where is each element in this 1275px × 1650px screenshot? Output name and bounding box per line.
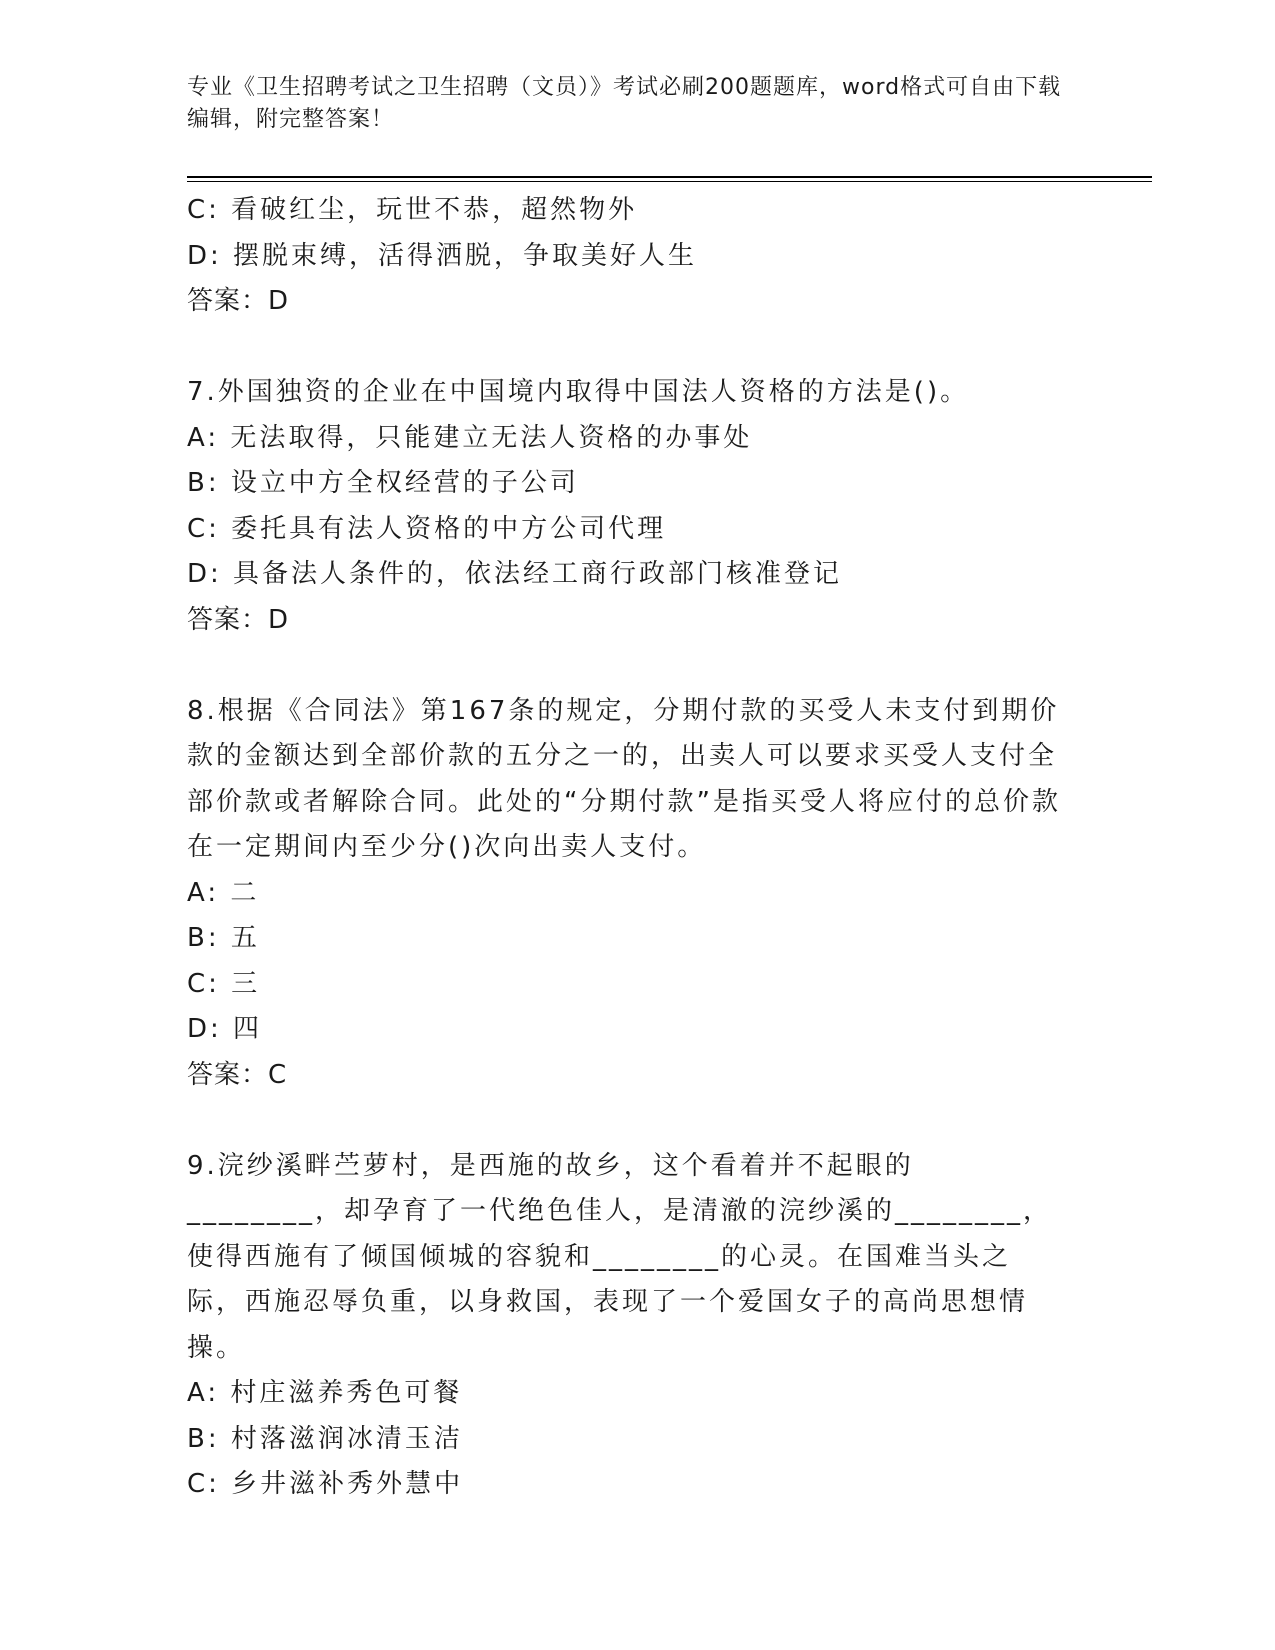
option-b: B: 设立中方全权经营的子公司 bbox=[187, 468, 579, 498]
option-c: C: 看破红尘，玩世不恭，超然物外 bbox=[187, 195, 638, 225]
option-c: C: 委托具有法人资格的中方公司代理 bbox=[187, 513, 667, 544]
question-stem-8: 8.根据《合同法》第167条的规定，分期付款的买受人未支付到期价款的金额达到全部价款的五分之一的，出卖人可以要求买受人支付全部价款或者解除合同。此处的“分期付款”是指买受人将应付的总价款在一定期间内至少分()次向出卖人支付。 bbox=[187, 695, 1061, 862]
option-d: D: 摆脱束缚，活得洒脱，争取美好人生 bbox=[187, 240, 698, 271]
header-divider-thick bbox=[187, 176, 1152, 178]
option-a: A: 二 bbox=[187, 877, 260, 908]
option-a: A: 无法取得，只能建立无法人资格的办事处 bbox=[187, 422, 753, 453]
question-list bbox=[187, 188, 1067, 1508]
option-c: C: 三 bbox=[187, 968, 261, 999]
option-c: C: 乡井滋补秀外慧中 bbox=[187, 1469, 464, 1499]
option-d: D: 具备法人条件的，依法经工商行政部门核准登记 bbox=[187, 559, 843, 589]
answer-line: 答案：C bbox=[187, 1059, 288, 1090]
question-stem-9: 9.浣纱溪畔苎萝村，是西施的故乡，这个看着并不起眼的________，却孕育了一代绝色佳人，是清澈的浣纱溪的________，使得西施有了倾国倾城的容貌和________的心灵。在国难当头之际，西施忍辱负重，以身救国，表现了一个爱国女子的高尚思想情操。 bbox=[187, 1150, 1053, 1363]
question-stem-7: 7.外国独资的企业在中国境内取得中国法人资格的方法是()。 bbox=[187, 377, 970, 407]
answer-line: 答案：D bbox=[187, 286, 290, 316]
header-divider-thin bbox=[187, 181, 1152, 182]
option-d: D: 四 bbox=[187, 1014, 263, 1044]
option-b: B: 五 bbox=[187, 923, 260, 953]
option-a: A: 村庄滋养秀色可餐 bbox=[187, 1378, 463, 1408]
answer-line: 答案：D bbox=[187, 604, 290, 635]
spacer bbox=[187, 643, 1067, 689]
spacer bbox=[187, 325, 1067, 371]
option-b: B: 村落滋润冰清玉洁 bbox=[187, 1423, 463, 1454]
document-header: 专业《卫生招聘考试之卫生招聘（文员）》考试必刷200题题库，word格式可自由下载编辑，附完整答案！ bbox=[187, 75, 1062, 132]
spacer bbox=[187, 1098, 1067, 1144]
